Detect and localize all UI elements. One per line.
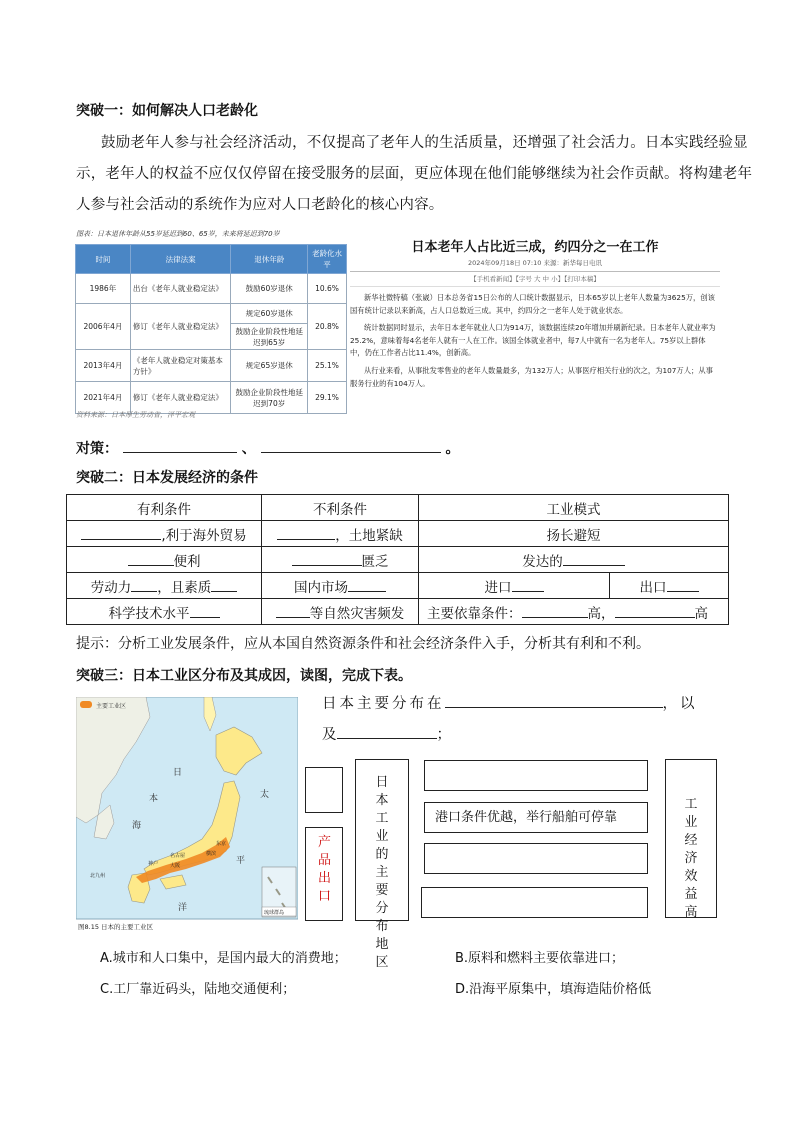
fill-text: ，以 [662,696,698,712]
law-header-time: 时间 [76,245,131,274]
fill-blank-1[interactable] [445,707,663,708]
law-header-level: 老龄化水平 [308,245,347,274]
japan-industry-map [76,697,298,932]
map-label-sea: 日 [173,768,183,778]
law-cell: 鼓励60岁退休 [231,274,308,304]
law-cell: 2013年4月 [76,350,131,382]
option-c[interactable]: C.工厂靠近码头，陆地交通便利； [100,982,296,997]
law-cell: 25.1% [308,350,347,382]
fill-blank-2[interactable] [337,738,437,739]
fill-text: ； [436,727,451,743]
law-cell: 2006年4月 [76,304,131,350]
law-cell: 29.1% [308,382,347,414]
conditions-cell[interactable]: 科学技术水平 [67,599,262,625]
reason-box-given: 港口条件优越，举行船舶可停靠 [424,802,648,833]
law-cell: 1986年 [76,274,131,304]
conditions-header: 有利条件 [67,495,262,521]
empty-box[interactable] [305,767,343,813]
map-label-city: 大阪 [170,863,181,869]
countermeasure-line [76,438,460,458]
map-label-city: 神户 [148,861,159,867]
legend-label: 主要工业区 [96,703,127,710]
news-clipping [350,232,720,390]
map-label-ryukyu: 琉球群岛 [264,910,285,916]
law-table-source: 资料来源：日本厚生劳动省，泽平宏观 [76,411,195,419]
map-label-sea: 本 [149,794,159,804]
section1-para-line2: 示，老年人的权益不应仅仅停留在接受服务的层面，更应体现在他们能够继续为社会作贡献。将构建老年 [76,166,753,182]
map-caption: 图8.15 日本的主要工业区 [78,923,154,931]
map-label-ocean: 太 [260,790,270,800]
answer-blank-1[interactable] [123,452,237,453]
conditions-cell[interactable]: 国内市场 [262,573,419,599]
law-cell: 《老年人就业稳定对策基本方针》 [130,350,231,382]
law-table-caption: 图表：日本退休年龄从55岁延迟到60、65岁，未来将延迟到70岁 [76,230,280,238]
option-b[interactable]: B.原料和燃料主要依靠进口； [455,951,625,966]
conditions-cell[interactable]: 便利 [67,547,262,573]
answer-blank-2[interactable] [261,452,441,453]
section1-para-line1: 鼓励老年人参与社会经济活动，不仅提高了老年人的生活质量，还增强了社会活力。日本实践经验显 [101,135,748,151]
product-export-box: 产品出口 [305,827,343,921]
conditions-cell[interactable]: ，土地紧缺 [262,521,419,547]
section1-heading: 突破一：如何解决人口老龄化 [76,103,258,119]
fill-text: 日本主要分布在 [322,696,445,712]
news-paragraph: 从行业来看，从事批发零售业的老年人数量最多，为132万人；从事医疗相关行业的次之，为107万人；从事服务行业的有104万人。 [350,365,713,388]
map-label-city: 北九州 [90,873,106,879]
conditions-cell[interactable]: 进口 [419,573,610,599]
countermeasure-label: 对策： [76,441,118,457]
answer-end: 。 [445,441,460,457]
fill-text: 及 [322,727,337,743]
law-cell: 出台《老年人就业稳定法》 [130,274,231,304]
law-cell: 鼓励企业阶段性地延迟到65岁 [231,324,308,350]
map-label-city: 名古屋 [170,853,186,859]
conditions-header: 工业模式 [419,495,729,521]
news-meta: 2024年09月18日 07:10 来源：新华每日电讯 [468,259,602,267]
law-cell: 2021年4月 [76,382,131,414]
law-cell: 10.6% [308,274,347,304]
news-paragraph: 新华社微特稿（张崴）日本总务省15日公布的人口统计数据显示，日本65岁以上老年人数量为3625万，创该国有统计记录以来新高，占人口总数近三成。其中，约四分之一老年人处于就业状态。 [350,293,715,315]
map-label-city: 横滨 [206,851,217,857]
legend-swatch [80,701,92,708]
law-cell: 规定65岁退休 [231,350,308,382]
reason-box-1[interactable] [424,760,648,791]
distribution-fill-line2 [322,723,451,744]
news-title: 日本老年人占比近三成，约四分之一在工作 [411,240,659,255]
map-label-sea: 海 [132,821,142,831]
news-paragraph: 统计数据同时显示，去年日本老年就业人口为914万，该数据连续20年增加并刷新纪录。日本老年人就业率为25.2%，意味着每4名老年人就有一人在工作。该国全体就业者中，每7人中就有一名为老年人。75岁以上群体中，仍在工作者占比11.4%，创新高。 [350,323,716,358]
option-d[interactable]: D.沿海平原集中，填海造陆价格低 [455,982,652,997]
law-header-age: 退休年龄 [231,245,308,274]
news-tools: 【手机看新闻】【字号 大 中 小】【打印本稿】 [470,275,600,283]
map-label-city: 东京 [216,841,227,847]
conditions-cell: 扬长避短 [419,521,729,547]
conditions-cell[interactable]: 等自然灾害频发 [262,599,419,625]
conditions-cell[interactable]: 发达的 [419,547,729,573]
conditions-cell[interactable]: ,利于海外贸易 [67,521,262,547]
section2-heading: 突破二：日本发展经济的条件 [76,470,258,486]
main-distribution-box: 日本工业的主要分布地区 [355,759,409,921]
option-a[interactable]: A.城市和人口集中，是国内最大的消费地； [100,951,347,966]
reason-box-3[interactable] [424,843,648,874]
conditions-header: 不利条件 [262,495,419,521]
law-cell: 修订《老年人就业稳定法》 [130,304,231,350]
conditions-cell[interactable]: 主要依靠条件： 高， 高 [419,599,729,625]
conditions-table [66,494,729,625]
section1-para-line3: 人参与社会活动的系统作为应对人口老龄化的核心内容。 [76,197,444,213]
retirement-law-table [75,244,347,414]
map-svg [76,697,298,932]
law-cell: 修订《老年人就业稳定法》 [130,382,231,414]
conditions-cell[interactable]: 出口 [610,573,729,599]
law-cell: 20.8% [308,304,347,350]
law-cell: 规定60岁退休 [231,304,308,324]
conditions-cell[interactable]: 匮乏 [262,547,419,573]
answer-separator: 、 [241,441,256,457]
section3-heading: 突破三：日本工业区分布及其成因，读图，完成下表。 [76,668,412,684]
map-label-ocean: 洋 [178,903,188,913]
economic-benefit-box: 工业经济效益高 [665,759,717,918]
reason-box-4[interactable] [421,887,648,918]
distribution-fill-line1 [322,692,698,713]
map-label-ocean: 平 [236,856,246,866]
hint-text: 提示：分析工业发展条件，应从本国自然资源条件和社会经济条件入手，分析其有利和不利。 [76,636,650,652]
law-cell: 鼓励企业阶段性地延迟到70岁 [231,382,308,414]
conditions-cell[interactable]: 劳动力 ，且素质 [67,573,262,599]
law-header-law: 法律法案 [130,245,231,274]
